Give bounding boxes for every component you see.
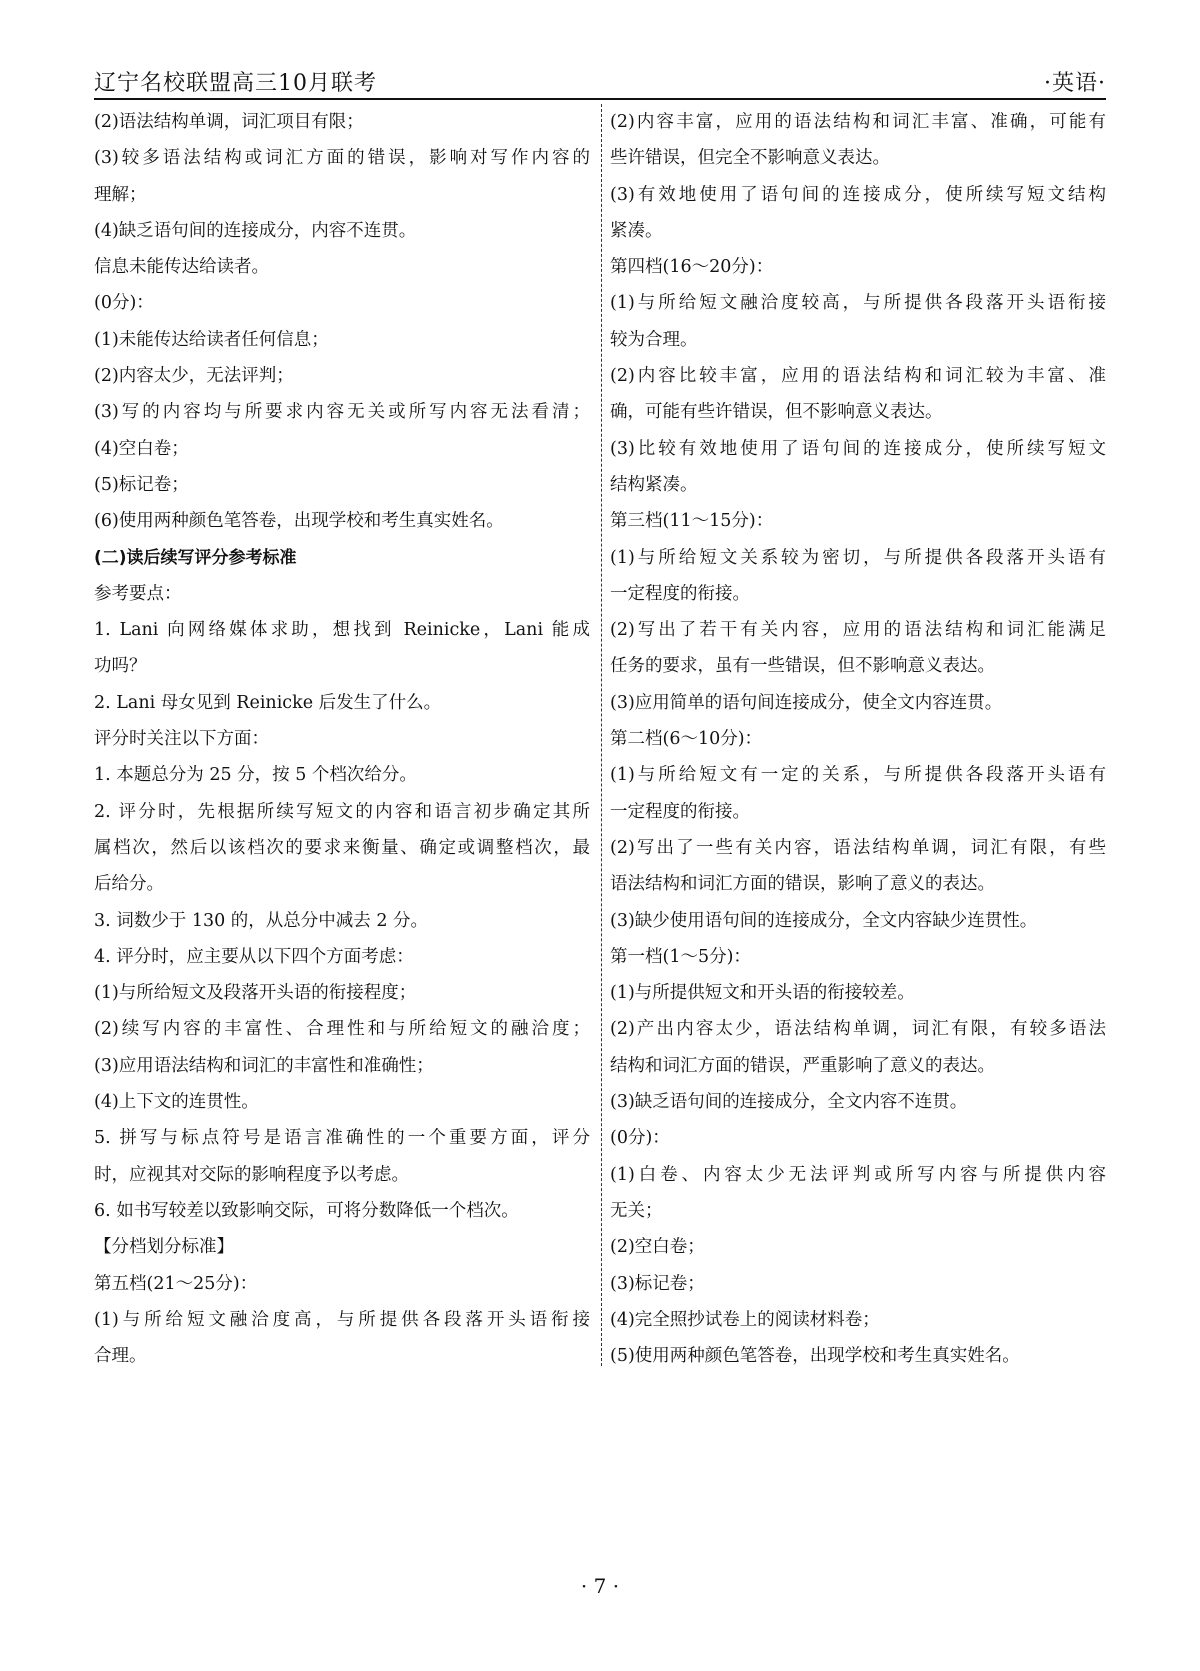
text-line: 确，可能有些许错误，但不影响意义表达。 [610, 402, 943, 423]
text-line: (5)使用两种颜色笔答卷，出现学校和考生真实姓名。 [610, 1346, 1020, 1367]
text-line: (2)语法结构单调，词汇项目有限； [94, 112, 364, 132]
text-line: (2)写出了一些有关内容，语法结构单调，词汇有限，有些 [610, 837, 1106, 858]
text-line: (1)与所给短文有一定的关系，与所提供各段落开头语有 [610, 765, 1106, 786]
page-header [94, 62, 1106, 100]
text-line: 2. 评分时，先根据所续写短文的内容和语言初步确定其所 [94, 801, 590, 822]
text-line: (1)与所给短文融洽度较高，与所提供各段落开头语衔接 [610, 293, 1106, 314]
text-line: (3)比较有效地使用了语句间的连接成分，使所续写短文 [610, 438, 1106, 459]
column-divider [601, 104, 602, 1366]
text-line: 第四档(16～20分)： [610, 257, 774, 278]
text-line: 第一档(1～5分)： [610, 946, 751, 967]
text-line: (4)上下文的连贯性。 [94, 1092, 259, 1113]
text-line: 紧凑。 [610, 220, 663, 241]
text-line: 参考要点： [94, 583, 182, 604]
text-line: 时，应视其对交际的影响程度予以考虑。 [94, 1164, 409, 1185]
text-line: (1)与所给短文关系较为密切，与所提供各段落开头语有 [610, 547, 1106, 568]
text-line: 后给分。 [94, 874, 164, 895]
text-line: (1)未能传达给读者任何信息； [94, 329, 329, 350]
text-line: 评分时关注以下方面： [94, 729, 269, 750]
text-line: 信息未能传达给读者。 [94, 257, 269, 278]
text-line: 些许错误，但完全不影响意义表达。 [610, 148, 890, 169]
left-column [94, 104, 590, 1374]
text-line: 一定程度的衔接。 [610, 801, 750, 822]
text-line: (3)缺乏语句间的连接成分，全文内容不连贯。 [610, 1092, 968, 1113]
text-line: 3. 词数少于 130 的，从总分中减去 2 分。 [94, 910, 429, 931]
text-line: (3)较多语法结构或词汇方面的错误，影响对写作内容的 [94, 148, 590, 169]
text-line: (2)空白卷； [610, 1237, 705, 1258]
text-line: (1)与所给短文及段落开头语的衔接程度； [94, 983, 417, 1004]
text-line: 结构和词汇方面的错误，严重影响了意义的表达。 [610, 1055, 995, 1076]
text-line: (2)内容丰富，应用的语法结构和词汇丰富、准确，可能有 [610, 112, 1106, 132]
text-line: 一定程度的衔接。 [610, 583, 750, 604]
text-line: 理解； [94, 184, 147, 205]
text-line: 6. 如书写较差以致影响交际，可将分数降低一个档次。 [94, 1200, 519, 1221]
text-line: (3)有效地使用了语句间的连接成分，使所续写短文结构 [610, 184, 1106, 205]
text-line: (3)应用语法结构和词汇的丰富性和准确性； [94, 1055, 434, 1076]
text-line: (3)应用简单的语句间连接成分，使全文内容连贯。 [610, 692, 1003, 713]
text-line: 4. 评分时，应主要从以下四个方面考虑： [94, 946, 414, 967]
section-heading: (二)读后续写评分参考标准 [94, 547, 297, 568]
text-line: (2)写出了若干有关内容，应用的语法结构和词汇能满足 [610, 620, 1106, 641]
text-line: 结构紧凑。 [610, 474, 698, 495]
text-line: 第三档(11～15分)： [610, 511, 774, 532]
text-line: 1. 本题总分为 25 分，按 5 个档次给分。 [94, 765, 417, 786]
text-line: 1. Lani 向网络媒体求助，想找到 Reinicke，Lani 能成 [94, 620, 590, 641]
text-line: (5)标记卷； [94, 474, 189, 495]
text-line: (4)缺乏语句间的连接成分，内容不连贯。 [94, 220, 417, 241]
right-column [610, 104, 1106, 1374]
text-line: 功吗？ [94, 656, 147, 677]
text-line: 合理。 [94, 1346, 147, 1367]
text-line: (1)与所提供短文和开头语的衔接较差。 [610, 983, 915, 1004]
text-line: (3)标记卷； [610, 1273, 705, 1294]
text-line: 语法结构和词汇方面的错误，影响了意义的表达。 [610, 874, 995, 895]
text-line: 无关； [610, 1200, 663, 1221]
header-rule [94, 98, 1106, 100]
text-line: 2. Lani 母女见到 Reinicke 后发生了什么。 [94, 692, 442, 713]
text-line: (0分)： [94, 293, 154, 314]
text-line: (1)白卷、内容太少无法评判或所写内容与所提供内容 [610, 1164, 1106, 1185]
text-line: 第五档(21～25分)： [94, 1273, 258, 1294]
text-line: (2)内容比较丰富，应用的语法结构和词汇较为丰富、准 [610, 366, 1106, 387]
text-line: (1)与所给短文融洽度高，与所提供各段落开头语衔接 [94, 1309, 590, 1330]
text-line: (6)使用两种颜色笔答卷，出现学校和考生真实姓名。 [94, 511, 504, 532]
text-line: 第二档(6～10分)： [610, 729, 763, 750]
text-line: 属档次，然后以该档次的要求来衡量、确定或调整档次，最 [94, 837, 590, 858]
text-line: 较为合理。 [610, 329, 698, 350]
text-line: (4)空白卷； [94, 438, 189, 459]
text-line: (4)完全照抄试卷上的阅读材料卷； [610, 1309, 880, 1330]
text-line: 【分档划分标准】 [94, 1237, 234, 1258]
text-line: (2)产出内容太少，语法结构单调，词汇有限，有较多语法 [610, 1019, 1106, 1040]
text-line: (3)写的内容均与所要求内容无关或所写内容无法看清； [94, 402, 590, 423]
text-line: (2)续写内容的丰富性、合理性和与所给短文的融洽度； [94, 1019, 590, 1040]
text-line: 5. 拼写与标点符号是语言准确性的一个重要方面，评分 [94, 1128, 590, 1149]
text-line: (3)缺少使用语句间的连接成分，全文内容缺少连贯性。 [610, 910, 1038, 931]
text-line: (2)内容太少，无法评判； [94, 366, 294, 387]
text-line: 任务的要求，虽有一些错误，但不影响意义表达。 [610, 656, 995, 677]
exam-title: 辽宁名校联盟高三10月联考 [94, 71, 377, 96]
text-line: (0分)： [610, 1128, 670, 1149]
page-number: · 7 · [580, 1574, 620, 1598]
subject-label: ·英语· [1044, 71, 1106, 96]
